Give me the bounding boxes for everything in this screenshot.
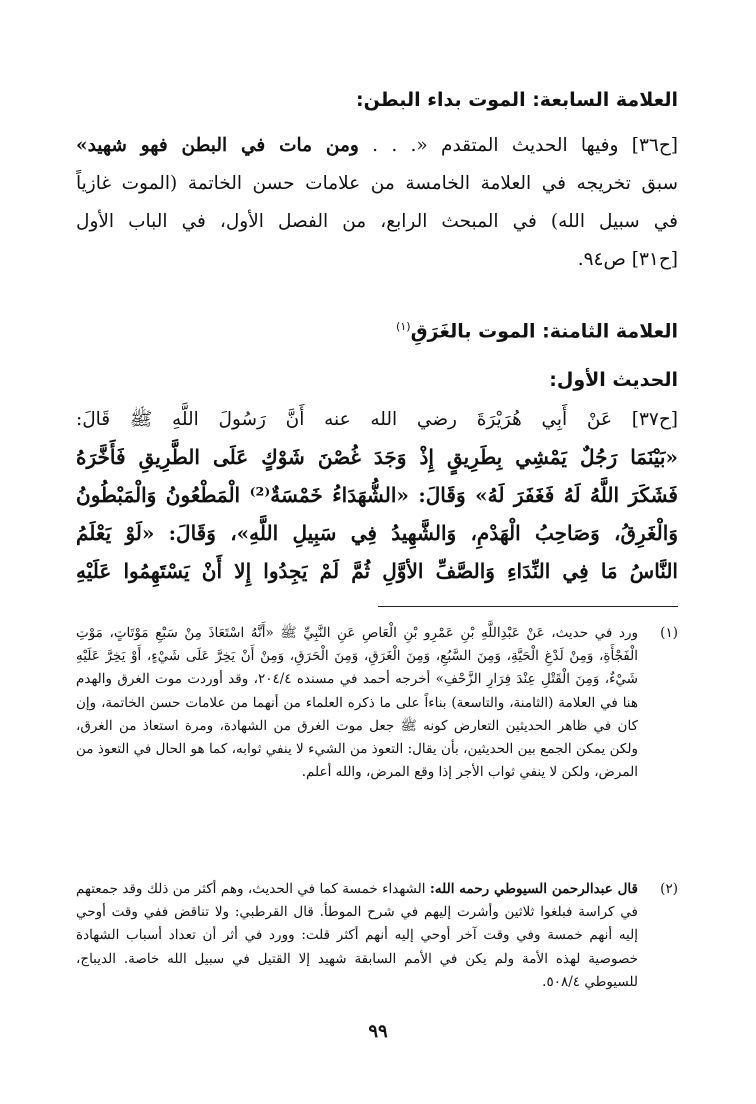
para-line: في سبيل الله) في المبحث الرابع، من الفصل الأول، في الباب الأول <box>76 211 678 232</box>
footnote-number: (١) <box>660 625 678 641</box>
hadith-line: وَالْغَرِقُ، وَصَاحِبُ الْهَدْمِ، وَالشَّهِيدُ فِي سَبِيلِ اللَّهِ»، وَقَالَ: «لَوْ يَعْلَمُ <box>76 521 678 545</box>
footnote-ref: (١) <box>396 320 411 333</box>
subheading-first-hadith: الحديث الأول: <box>549 369 678 391</box>
footnote-text: ورد في حديث، عَنْ عَبْدِاللَّهِ بْنِ عَمْرِو بْنِ الْعَاصِ عَنِ النَّبِيِّ ﷺ «أَنَّهُ اسْتَعَاذَ مِنْ سَبْعِ مَوْتَاتٍ، مَوْتِ الْفَجْأَةِ، وَمِنْ لَدْغِ الْحَيَّةِ، وَمِنَ السَّبُعِ، وَمِنَ الْغَرَقِ، وَمِنَ الْحَرَقِ، وَمِنْ أَنْ يَخِرَّ عَلَى شَيْءٍ، أَوْ يَخِرَّ عَلَيْهِ شَيْءٌ، وَمِنَ الْقَتْلِ عِنْدَ فِرَارِ الزَّحْفِ» أخرجه أحمد في مسنده ٢٠٤/٤، وقد أوردت موت الغرق والهدم هنا في العلامة (الثامنة، والتاسعة) بناءاً على ما ذكره العلماء من أنهما من علامات حسن الخاتمة، وإن كان في ظاهر الحديثين التعارض كونه ﷺ جعل موت الغرق من الشهادة، ومرة استعاذ من الغرق، ولكن يمكن الجمع بين الحديثين، بأن يقال: التعوذ من الشيء لا ينفي ثوابه، كما هو الحال في التعوذ من المرض، ولكن لا ينفي ثواب الأجر إذا وقع المرض، والله أعلم. <box>76 625 638 781</box>
para-line-text: [ح٣٦] وفيها الحديث المتقدم «. . . <box>372 135 678 156</box>
section-heading-seventh-sign: العلامة السابعة: الموت بداء البطن: <box>356 89 678 111</box>
section-heading-eighth-sign <box>76 313 678 345</box>
para-line: سبق تخريجه في العلامة الخامسة من علامات حسن الخاتمة (الموت غازياً <box>76 173 678 194</box>
hadith-line: النَّاسُ مَا فِي النِّدَاءِ وَالصَّفِّ الأوَّلِ ثُمَّ لَمْ يَجِدُوا إِلا أَنْ يَسْتَهِمُوا عَلَيْهِ <box>76 559 678 583</box>
para-line-bold-text: ومن مات في البطن فهو شهيد» <box>76 135 359 156</box>
footnote-1 <box>76 622 678 784</box>
para-line <box>76 131 678 161</box>
hadith-line: «بَيْنَمَا رَجُلٌ يَمْشِي بِطَرِيقٍ إِذْ وَجَدَ غُصْنَ شَوْكٍ عَلَى الطَّرِيقِ فَأَخَّرَهُ <box>76 445 678 469</box>
footnote-separator <box>378 606 678 607</box>
footnote-bold-lead: قال عبدالرحمن السيوطي رحمه الله: <box>429 881 639 897</box>
hadith-line: فَشَكَرَ اللَّهُ لَهُ فَغَفَرَ لَهُ» وَقَالَ: «الشُّهَدَاءُ خَمْسَةٌ⁽²⁾ الْمَطْعُونُ وَالْمَبْطُونُ <box>76 483 678 507</box>
footnote-text: الشهداء خمسة كما في الحديث، وهم أكثر من ذلك وقد جمعتهم في كراسة فبلغوا ثلاثين وأشرت إليهم في شرح الموطأ. قال القرطبي: ولا تناقض ففي وقت أوحي إليه أنهم خمسة وفي وقت آخر أوحي إليه أنهم أكثر قلت: وورد في أثر أن تعداد أسباب الشهادة خصوصية لهذه الأمة ولم يكن في الأمم السابقة شهيد إلا القتيل في سبيل الله خاصة. الديباج، للسيوطي ٥٠٨/٤. <box>76 881 638 990</box>
footnote-body <box>76 878 638 994</box>
footnote-2 <box>76 878 678 994</box>
footnote-number: (٢) <box>660 881 678 897</box>
para-line: [ح٣١] ص٩٤. <box>577 249 678 270</box>
page-number: ٩٩ <box>368 1021 388 1042</box>
hadith-line: [ح٣٧] عَنْ أَبِي هُرَيْرَةَ رضي الله عنه أَنَّ رَسُولَ اللَّهِ ﷺ قَالَ: <box>76 409 678 430</box>
heading-text: العلامة الثامنة: الموت بالغَرَقِ <box>410 320 678 343</box>
